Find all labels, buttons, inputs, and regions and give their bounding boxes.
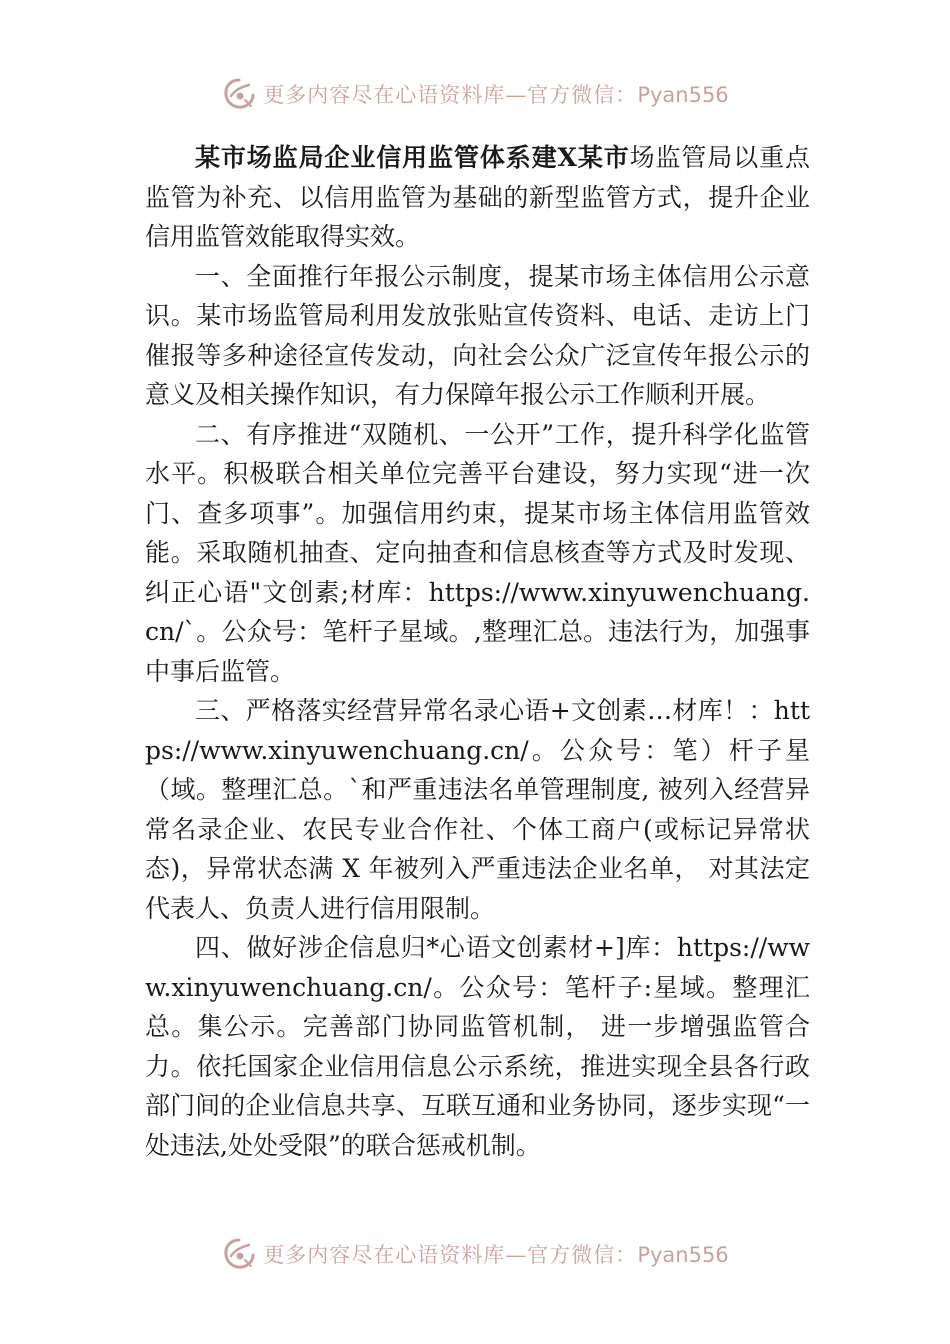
article-paragraph-intro	[145, 138, 810, 257]
banner-prefix: 更多内容尽在心语资料库—官方微信：	[263, 1243, 638, 1267]
header-banner	[0, 72, 950, 116]
banner-prefix: 更多内容尽在心语资料库—官方微信：	[263, 83, 638, 107]
brush-stroke-logo-icon	[221, 76, 257, 112]
footer-banner	[0, 1232, 950, 1276]
article-body	[145, 138, 810, 1165]
banner-text	[263, 79, 728, 109]
banner-text	[263, 1239, 728, 1269]
banner-account: Pyan556	[637, 83, 729, 107]
banner-account: Pyan556	[637, 1243, 729, 1267]
article-paragraph-4: 四、做好涉企信息归*心语文创素材+]库：https://www.xinyuwenchuang.cn/。公众号：笔杆子:星域。整理汇总。集公示。完善部门协同监管机制， 进一步增强监管合力。依托国家企业信用信息公示系统，推进实现全县各行政部门间的企业信息共享、互联互通和业务协同，逐步实现“一处违法,处处受限”的联合惩戒机制。	[145, 933, 810, 1160]
article-title: 某市场监局企业信用监管体系建X某市	[195, 143, 630, 172]
article-paragraph-2: 二、有序推进“双随机、一公开”工作，提升科学化监管水平。积极联合相关单位完善平台建设，努力实现“进一次门、查多项事”。加强信用约束，提某市场主体信用监管效能。采取随机抽查、定向抽查和信息核查等方式及时发现、纠正心语"文创素;材库：https://www.xinyuwenchuang.cn/`。公众号：笔杆子星域。,整理汇总。违法行为，加强事中事后监管。	[145, 419, 810, 686]
article-paragraph-1: 一、全面推行年报公示制度，提某市场主体信用公示意识。某市场监管局利用发放张贴宣传资料、电话、走访上门催报等多种途径宣传发动，向社会公众广泛宣传年报公示的意义及相关操作知识，有力保障年报公示工作顺利开展。	[145, 261, 810, 409]
brush-stroke-logo-icon	[221, 1236, 257, 1272]
article-intro-text: 场监管局以重点监管为补充、以信用监管为基础的新型监管方式，提升企业信用监管效能取得实效。	[145, 143, 810, 251]
article-paragraph-3: 三、严格落实经营异常名录心语+文创素…材库！：https://www.xinyuwenchuang.cn/。公众号：笔）杆子星（域。整理汇总。`和严重违法名单管理制度, 被列入经营异常名录企业、农民专业合作社、个体工商户(或标记异常状态)，异常状态满 X 年被列入严重违法企业名单， 对其法定代表人、负责人进行信用限制。	[145, 696, 810, 923]
